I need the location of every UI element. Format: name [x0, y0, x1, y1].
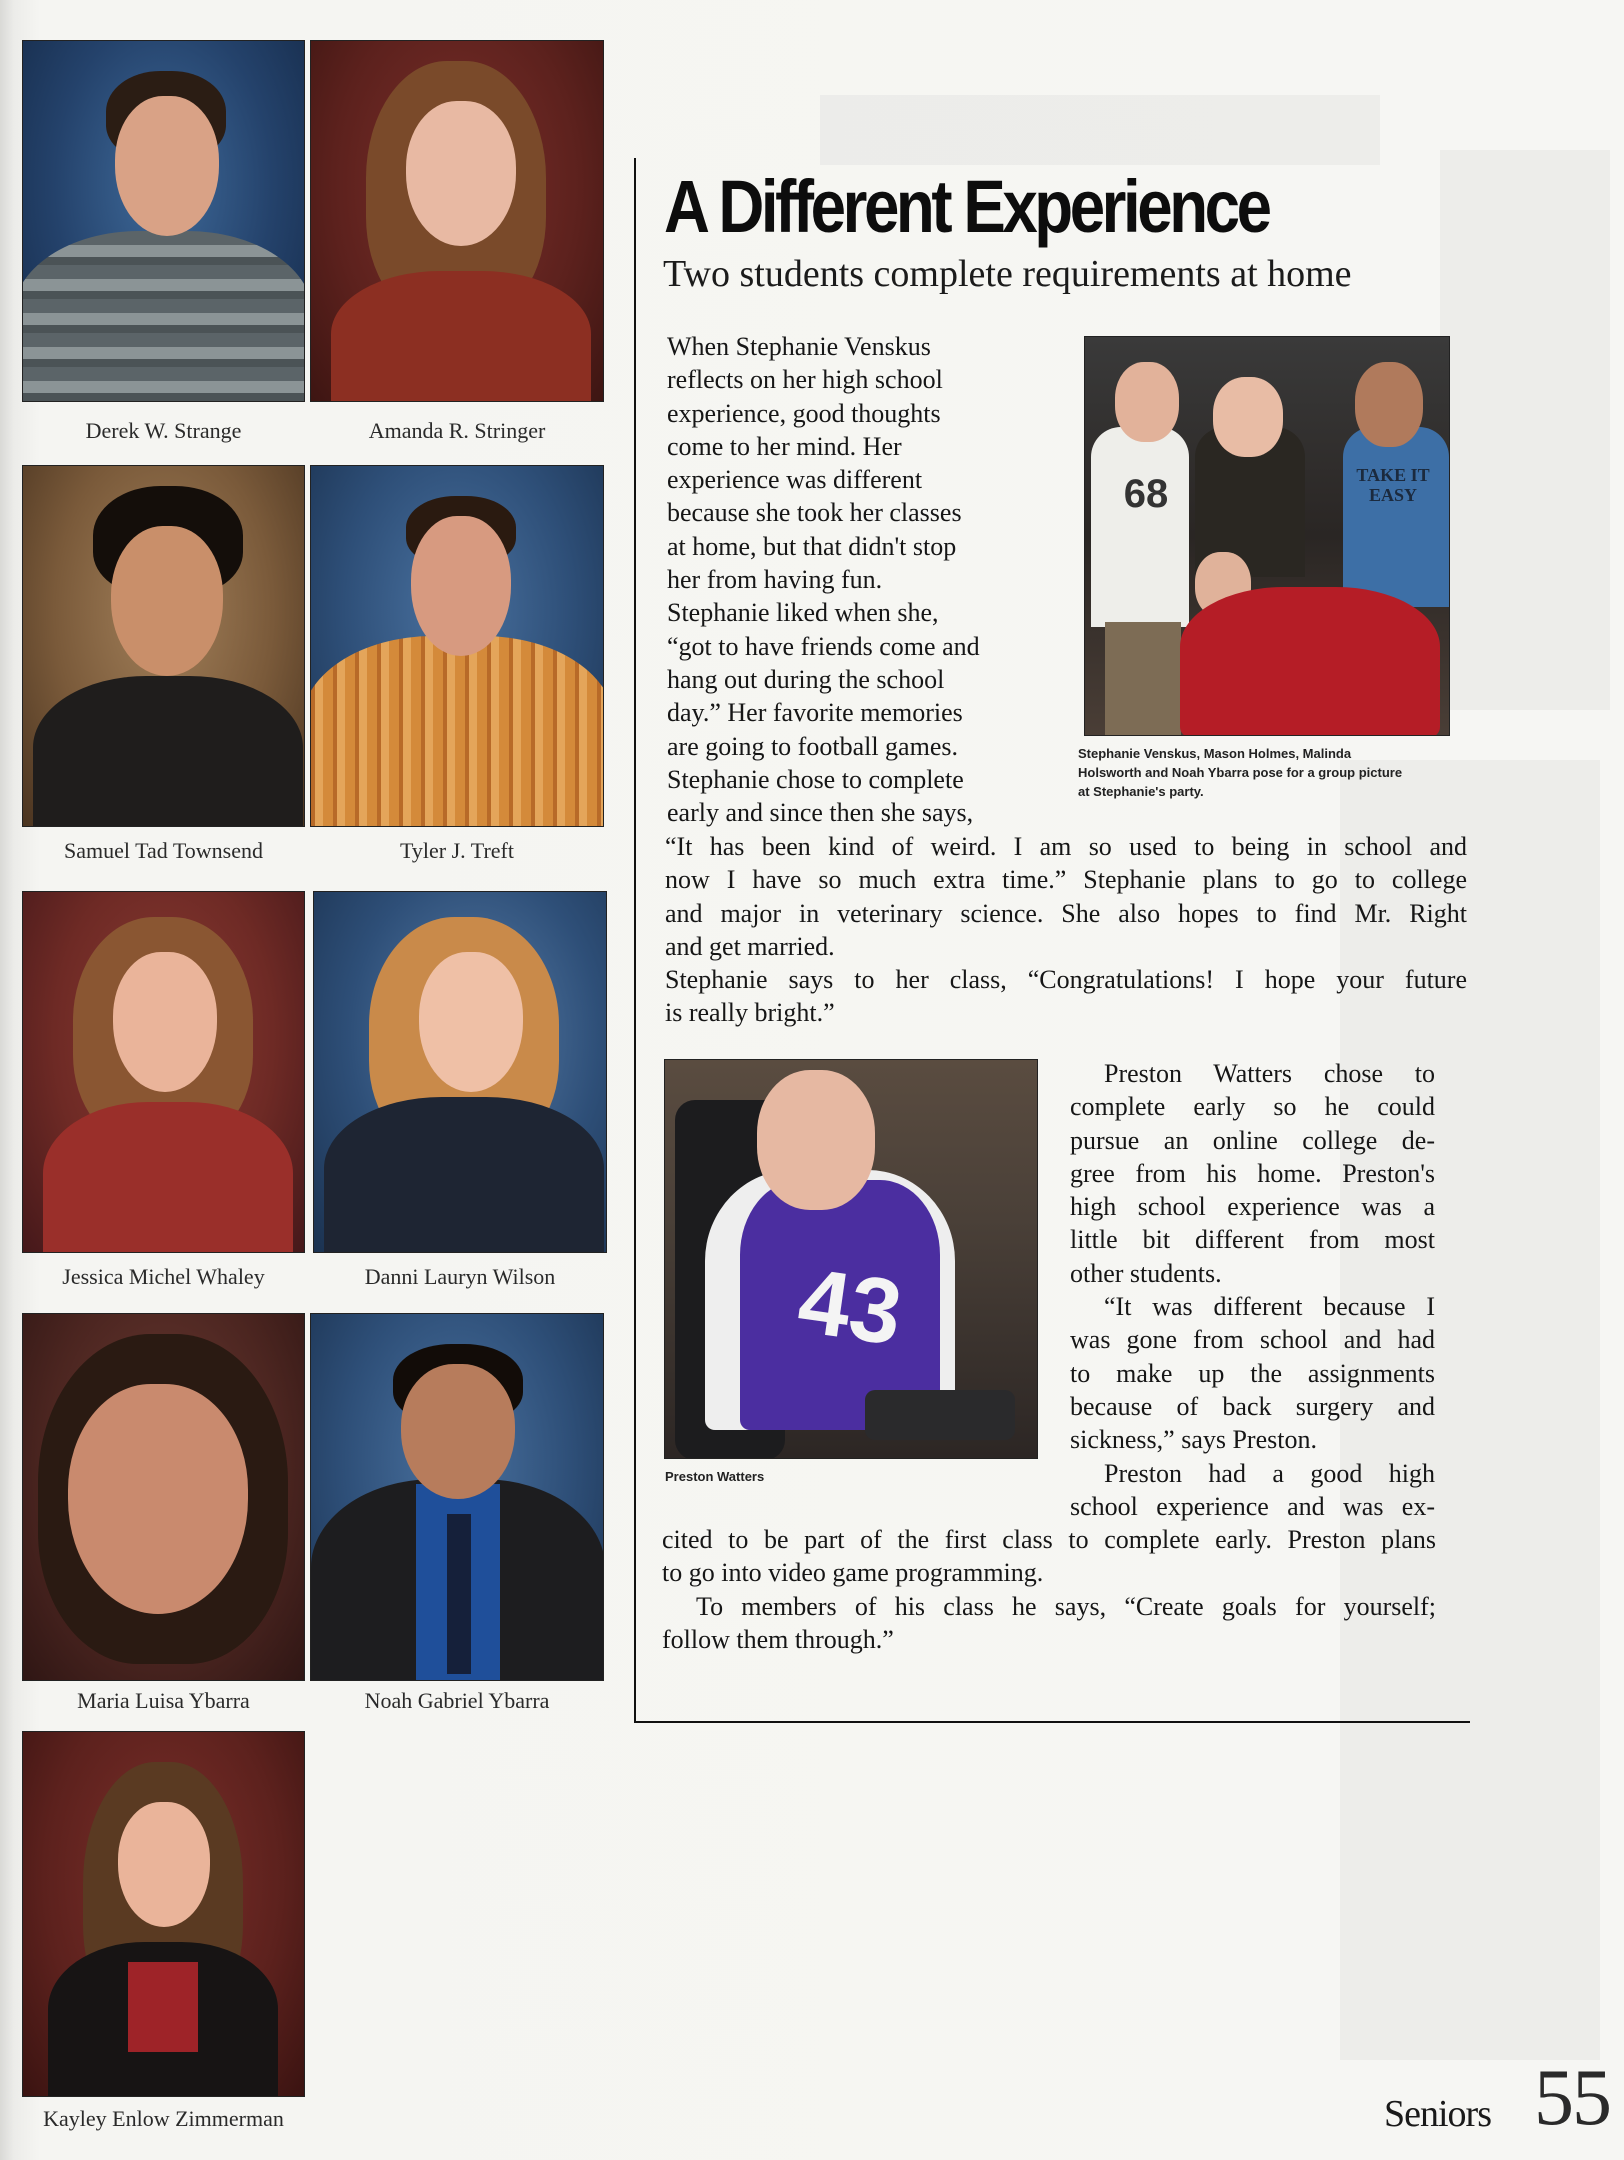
story-line: follow them through.”: [662, 1624, 894, 1654]
story-stephanie: [667, 330, 1047, 829]
portrait-photo: [310, 1313, 604, 1681]
story-line: are going to football games.: [667, 731, 958, 761]
story-preston: [1070, 1057, 1435, 1523]
story-line: and major in veterinary science. She also hopes to find Mr. Right: [665, 898, 1467, 928]
article-border-left: [634, 158, 636, 1723]
story-line: When Stephanie Venskus: [667, 332, 931, 361]
story-line: To members of his class he says, “Create goals for yourself;: [696, 1591, 1436, 1621]
portrait-photo: [22, 1731, 305, 2097]
show-through-block: [820, 95, 1380, 165]
story-stephanie-continued: [665, 830, 1467, 1030]
portrait-photo: [313, 891, 607, 1253]
story-line: Stephanie chose to complete: [667, 764, 964, 794]
portrait-caption: Noah Gabriel Ybarra: [364, 1688, 550, 1713]
story-line: to make up the assignments: [1070, 1358, 1435, 1388]
section-label: Seniors: [1384, 2093, 1491, 2135]
story-line: now I have so much extra time.” Stephanie plans to go to college: [665, 865, 1467, 895]
story-line: other students.: [1070, 1258, 1222, 1288]
story-line: high school experience was a: [1070, 1192, 1435, 1222]
portrait-caption: Derek W. Strange: [85, 418, 242, 443]
story-line: day.” Her favorite memories: [667, 698, 963, 728]
portrait-photo: [22, 1313, 305, 1681]
story-line: “It has been kind of weird. I am so used to being in school and: [665, 832, 1467, 861]
portrait-photo: [310, 40, 604, 402]
story-line: school experience and was ex-: [1070, 1491, 1435, 1521]
story-line: “got to have friends come and: [667, 631, 980, 661]
story-line: early and since then she says,: [667, 798, 974, 828]
portrait-photo: [22, 40, 305, 402]
story-line: experience was different: [667, 465, 923, 495]
story-line: “It was different because I: [1104, 1292, 1435, 1322]
portrait-caption: Amanda R. Stringer: [368, 418, 546, 443]
story-line: cited to be part of the first class to complete early. Preston plans: [662, 1525, 1436, 1554]
story-line: Preston Watters chose to: [1104, 1059, 1435, 1088]
story-line: to go into video game programming.: [662, 1558, 1044, 1588]
story-line: gree from his home. Preston's: [1070, 1158, 1435, 1188]
group-party-photo: [1084, 336, 1450, 736]
group-photo-caption: Stephanie Venskus, Mason Holmes, Malinda Holsworth and Noah Ybarra pose for a group picture at Stephanie's party.: [1078, 746, 1403, 799]
story-line: complete early so he could: [1070, 1092, 1435, 1122]
preston-photo: [664, 1059, 1038, 1459]
story-line: little bit different from most: [1070, 1225, 1435, 1255]
page-number: 55: [1534, 2054, 1610, 2142]
jersey-number: 43: [792, 1249, 908, 1365]
story-line: Stephanie says to her class, “Congratulations! I hope your future: [665, 965, 1467, 995]
article-border-bottom: [634, 1721, 1470, 1723]
story-line: and get married.: [665, 931, 835, 961]
story-line: is really bright.”: [665, 998, 835, 1028]
story-line: Stephanie liked when she,: [667, 598, 939, 628]
article-subhead: Two students complete requirements at home: [663, 253, 1352, 295]
story-line: experience, good thoughts: [667, 398, 941, 428]
story-preston-continued: [662, 1523, 1436, 1656]
show-through-block: [1440, 150, 1610, 710]
portrait-caption: Tyler J. Treft: [400, 838, 514, 863]
story-line: hang out during the school: [667, 664, 945, 694]
story-line: pursue an online college de-: [1070, 1125, 1435, 1155]
story-line: at home, but that didn't stop: [667, 531, 957, 561]
portrait-photo: [22, 465, 305, 827]
portrait-caption: Danni Lauryn Wilson: [364, 1264, 556, 1289]
portrait-photo: [22, 891, 305, 1253]
story-line: because of back surgery and: [1070, 1391, 1435, 1421]
portrait-photo: [310, 465, 604, 827]
story-line: her from having fun.: [667, 565, 883, 595]
preston-photo-caption: Preston Watters: [665, 1469, 765, 1484]
portrait-caption: Samuel Tad Townsend: [64, 838, 263, 863]
story-line: because she took her classes: [667, 498, 962, 528]
story-line: was gone from school and had: [1070, 1325, 1435, 1355]
jersey-number: 68: [1123, 472, 1169, 516]
story-line: come to her mind. Her: [667, 431, 902, 461]
portrait-caption: Jessica Michel Whaley: [62, 1264, 265, 1289]
portrait-caption: Kayley Enlow Zimmerman: [43, 2106, 284, 2131]
article-headline: A Different Experience: [664, 165, 1269, 248]
portrait-caption: Maria Luisa Ybarra: [77, 1688, 250, 1713]
story-line: reflects on her high school: [667, 365, 943, 395]
story-line: Preston had a good high: [1104, 1458, 1435, 1488]
shirt-text: TAKE IT EASY: [1356, 465, 1430, 505]
story-line: sickness,” says Preston.: [1070, 1425, 1317, 1455]
